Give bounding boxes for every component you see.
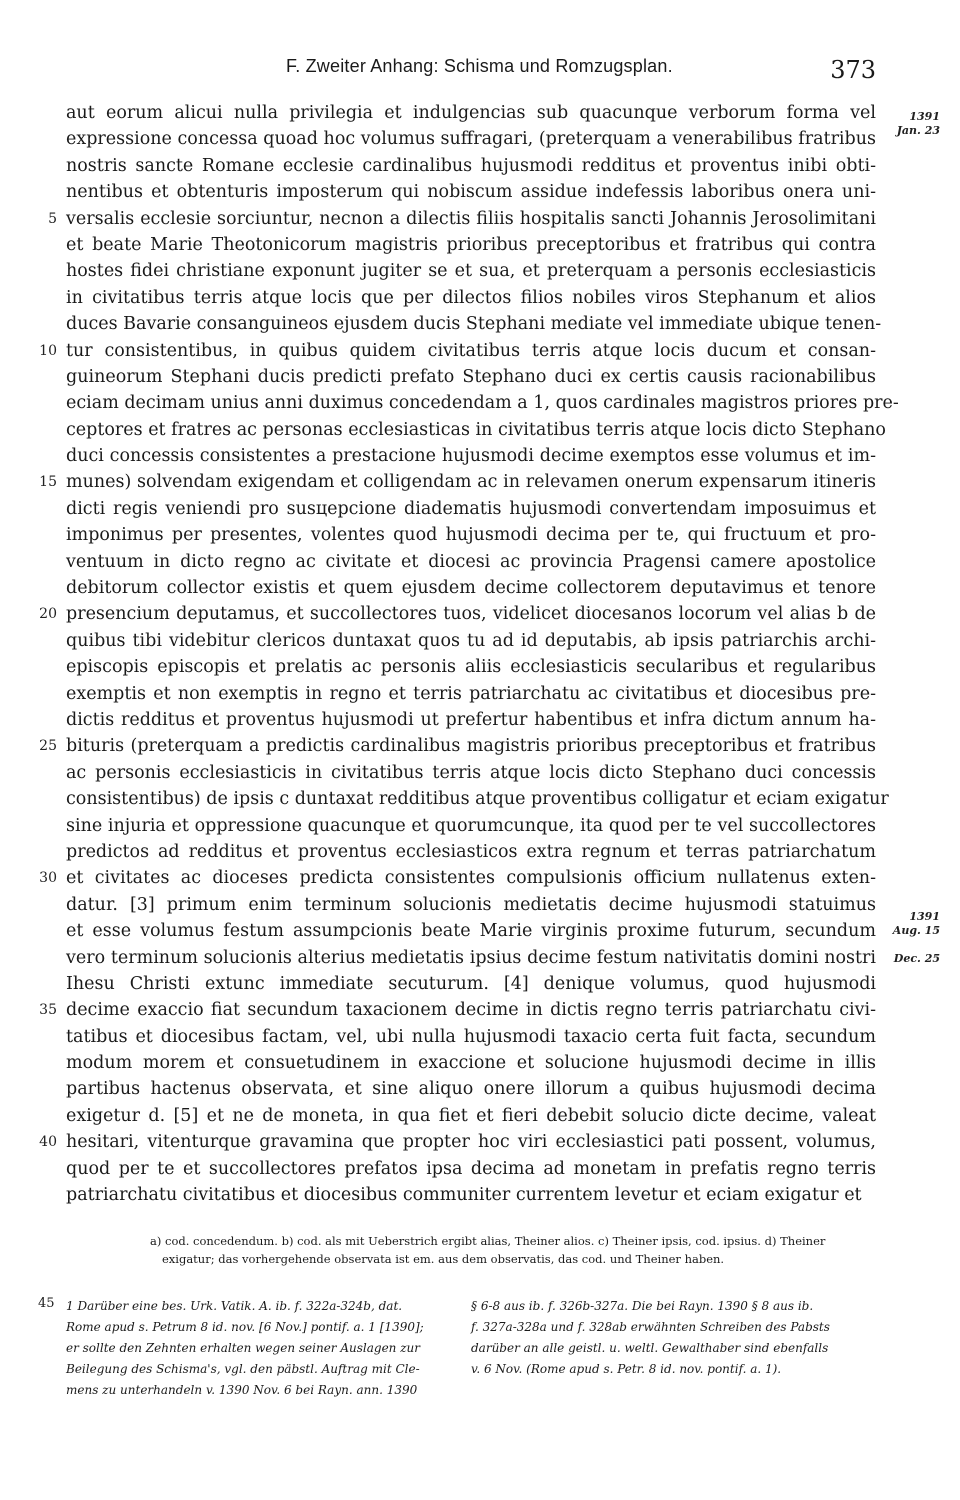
text-line	[66, 390, 899, 416]
text-line	[66, 1156, 876, 1182]
text-line	[66, 628, 876, 654]
line-text: duces Bavarie consanguineos ejusdem ducis Stephani mediate vel immediate ubique tenen-	[66, 314, 882, 335]
line-text: vero terminum solucionis alterius medietatis ipsius decime festum nativitatis domini nostri	[66, 947, 876, 968]
line-text: aut eorum alicui nulla privilegia et indulgencias sub quacunque verborum forma vel	[66, 103, 876, 123]
text-line	[66, 549, 876, 575]
text-line	[66, 311, 882, 337]
text-line	[66, 179, 876, 205]
line-number: 25	[39, 738, 57, 755]
line-text: modum morem et consuetudinem in exaccione et solucione hujusmodi decime in illis	[66, 1053, 876, 1074]
line-text: et civitates ac dioceses predicta consistentes compulsionis officium nullatenus exten-	[66, 868, 876, 889]
text-line	[66, 786, 889, 812]
footnote-column-left	[66, 1296, 451, 1401]
text-line	[66, 945, 876, 971]
line-text: duci concessis consistentes a prestacione hujusmodi decime exemptos esse volumus et im-	[66, 446, 876, 467]
apparatus-line: exigatur; das vorhergehende observata ist em. aus dem observatis, das cod. und Theiner haben.	[162, 1252, 725, 1266]
text-line	[39, 1129, 876, 1155]
footnote-line: 1 Darüber eine bes. Urk. Vatik. A. ib. f. 322a-324b, dat.	[66, 1299, 403, 1313]
footnote-line: v. 6 Nov. (Rome apud s. Petr. 8 id. nov. pontif. a. 1).	[471, 1362, 782, 1376]
line-text: patriarchatu civitatibus et diocesibus communiter currentem levetur et eciam exigatur et	[66, 1185, 862, 1206]
footnote-line: darüber an alle geistl. u. weltl. Gewalthaber sind ebenfalls	[471, 1341, 829, 1355]
footnote-line: § 6-8 aus ib. f. 326b-327a. Die bei Rayn. 1390 § 8 aus ib.	[471, 1299, 814, 1313]
line-text: ventuum in dicto regno ac civitate et diocesi ac provincia Pragensi camere apostolice	[66, 551, 876, 572]
line-text: exemptis et non exemptis in regno et terris patriarchatu ac civitatibus et diocesibus pre-	[66, 683, 876, 704]
text-line	[66, 417, 886, 443]
line-number: 35	[39, 1002, 57, 1019]
text-line	[66, 1182, 876, 1208]
line-text: tur consistentibus, in quibus quidem civitatibus terris atque locis ducum et consan-	[66, 340, 876, 361]
line-text: debitorum collector existis et quem ejusdem decime collectorem deputavimus et tenore	[66, 578, 876, 599]
margin-date-note	[878, 952, 940, 966]
text-line	[66, 232, 876, 258]
text-line	[66, 839, 876, 865]
line-number: 30	[39, 870, 57, 887]
text-line	[39, 469, 876, 495]
line-text: Ihesu Christi extunc immediate secuturum. [4] denique volumus, quod hujusmodi	[66, 973, 876, 994]
margin-date-note	[878, 110, 940, 138]
line-text: dictis redditus et proventus hujusmodi ut prefertur habentibus et infra dictum annum ha-	[66, 709, 876, 730]
text-line	[66, 496, 876, 522]
footnote-column-right	[471, 1296, 881, 1380]
line-text: sine injuria et oppressione quacunque et quorumcunque, ita quod per te vel succollectores	[66, 815, 876, 836]
text-line	[66, 1076, 876, 1102]
text-line	[66, 707, 876, 733]
line-text: hostes fidei christiane exponunt jugiter se et sua, et preterquam a personis ecclesiasticis	[66, 261, 876, 282]
text-line	[66, 575, 876, 601]
line-text: ceptores et fratres ac personas ecclesiasticas in civitatibus terris atque locis dicto Stephano	[66, 419, 886, 440]
text-line	[66, 364, 876, 390]
text-line	[66, 443, 876, 469]
text-line	[66, 892, 876, 918]
text-line	[66, 153, 876, 179]
line-text: episcopis episcopis et prelatis ac personis aliis ecclesiasticis secularibus et regularibus	[66, 657, 876, 678]
text-line	[66, 258, 876, 284]
running-title: F. Zweiter Anhang: Schisma und Romzugsplan.	[286, 56, 673, 76]
line-text: partibus hactenus observata, et sine aliquo onere illorum a quibus hujusmodi decima	[66, 1079, 876, 1100]
line-number: 10	[39, 342, 57, 359]
text-line	[66, 1024, 876, 1050]
text-line	[66, 813, 876, 839]
line-text: datur. [3] primum enim terminum solucionis medietatis decime hujusmodi statuimus	[66, 894, 876, 915]
footnote-line-number: 45	[38, 1296, 55, 1311]
margin-date: Jan. 23	[896, 124, 940, 137]
line-text: et beate Marie Theotonicorum magistris prioribus preceptoribus et fratribus qui contra	[66, 234, 876, 255]
line-number: 5	[48, 210, 57, 227]
line-text: guineorum Stephani ducis predicti prefato Stephano duci ex certis causis racionabilibus	[66, 366, 876, 387]
page-header	[66, 56, 876, 90]
footnote-line: mens zu unterhandeln v. 1390 Nov. 6 bei Rayn. ann. 1390	[66, 1383, 418, 1397]
text-line	[39, 733, 876, 759]
line-number: 20	[39, 606, 57, 623]
line-text: nostris sancte Romane ecclesie cardinalibus hujusmodi redditus et proventus inibi obti-	[66, 155, 876, 176]
footnote-line: Beilegung des Schisma's, vgl. den päbstl. Auftrag mit Cle-	[66, 1362, 420, 1376]
margin-date: Dec. 25	[893, 952, 940, 965]
text-line	[39, 601, 876, 627]
margin-date-note	[878, 910, 940, 938]
line-text: quibus tibi videbitur clericos duntaxat quos tu ad id deputabis, ab ipsis patriarchis archi-	[66, 630, 876, 651]
text-line	[66, 285, 876, 311]
line-text: munes) solvendam exigendam et colligendam ac in relevamen onerum expensarum itineris	[66, 472, 876, 493]
text-line	[66, 126, 876, 152]
line-text: imponimus per presentes, volentes quod hujusmodi decima per te, qui fructuum et pro-	[66, 525, 876, 546]
line-text: consistentibus) de ipsis c duntaxat redditibus atque proventibus colligatur et eciam exigatur	[66, 789, 889, 810]
line-text: in civitatibus terris atque locis que per dilectos filios nobiles viros Stephanum et alios	[66, 287, 876, 308]
text-line	[66, 681, 876, 707]
text-line	[39, 997, 876, 1023]
critical-apparatus	[150, 1232, 870, 1268]
line-text: expressione concessa quoad hoc volumus suffragari, (preterquam a venerabilibus fratribus	[66, 129, 876, 150]
text-line	[66, 1103, 876, 1129]
text-line	[66, 522, 876, 548]
text-line	[48, 206, 876, 232]
text-line	[66, 760, 876, 786]
text-line	[66, 1050, 876, 1076]
margin-date: Aug. 15	[892, 924, 940, 937]
line-text: presencium deputamus, et succollectores tuos, videlicet diocesanos locorum vel alias b de	[66, 604, 876, 625]
line-text: exigetur d. [5] et ne de moneta, in qua fiet et fieri debebit solucio dicte decime, valeat	[66, 1105, 876, 1126]
line-text: dicti regis veniendi pro susцepcione diadematis hujusmodi convertendam imposuimus et	[66, 498, 876, 519]
line-text: quod per te et succollectores prefatos ipsa decima ad monetam in prefatis regno terris	[66, 1158, 876, 1179]
line-number: 40	[39, 1134, 57, 1151]
line-text: et esse volumus festum assumpcionis beate Marie virginis proxime futurum, secundum	[66, 921, 876, 942]
footnotes	[38, 1296, 876, 1406]
text-line	[66, 918, 876, 944]
line-text: nentibus et obtenturis imposterum qui nobiscum assidue indefessis laboribus onera uni-	[66, 182, 876, 203]
footnote-line: Rome apud s. Petrum 8 id. nov. [6 Nov.] pontif. a. 1 [1390];	[66, 1320, 424, 1334]
main-text	[39, 100, 899, 1208]
line-text: predictos ad redditus et proventus ecclesiasticos extra regnum et terras patriarchatum	[66, 841, 876, 862]
text-line	[39, 338, 876, 364]
text-line	[39, 865, 876, 891]
text-line	[66, 971, 876, 997]
line-text: bituris (preterquam a predictis cardinalibus magistris prioribus preceptoribus et fratribus	[66, 736, 876, 757]
line-text: eciam decimam unius anni duximus concedendam a 1, quos cardinales magistros priores pre-	[66, 393, 899, 414]
page-number: 373	[830, 56, 876, 84]
line-text: tatibus et diocesibus factam, vel, ubi nulla hujusmodi taxacio certa fuit facta, secundum	[66, 1026, 876, 1047]
text-line	[66, 100, 876, 126]
line-text: ac personis ecclesiasticis in civitatibus terris atque locis dicto Stephano duci concessis	[66, 762, 876, 783]
line-number: 15	[39, 474, 57, 491]
margin-year: 1391	[909, 910, 940, 923]
line-text: hesitari, vitenturque gravamina que propter hoc viri ecclesiastici pati possent, volumus,	[66, 1132, 876, 1153]
line-text: versalis ecclesie sorciuntur, necnon a dilectis filiis hospitalis sancti Johannis Jerosolimitani	[66, 208, 876, 229]
footnote-line: f. 327a-328a und f. 328ab erwähnten Schreiben des Pabsts	[471, 1320, 830, 1334]
line-text: decime exaccio fiat secundum taxacionem decime in dictis regno terris patriarchatu civi-	[66, 1000, 876, 1021]
text-line	[66, 654, 876, 680]
apparatus-line: a) cod. concedendum. b) cod. als mit Ueberstrich ergibt alias, Theiner alios. c) Theiner ipsis, cod. ipsius. d) Theiner	[150, 1234, 826, 1248]
footnote-line: er sollte den Zehnten erhalten wegen seiner Auslagen zur	[66, 1341, 420, 1355]
margin-year: 1391	[909, 110, 940, 123]
